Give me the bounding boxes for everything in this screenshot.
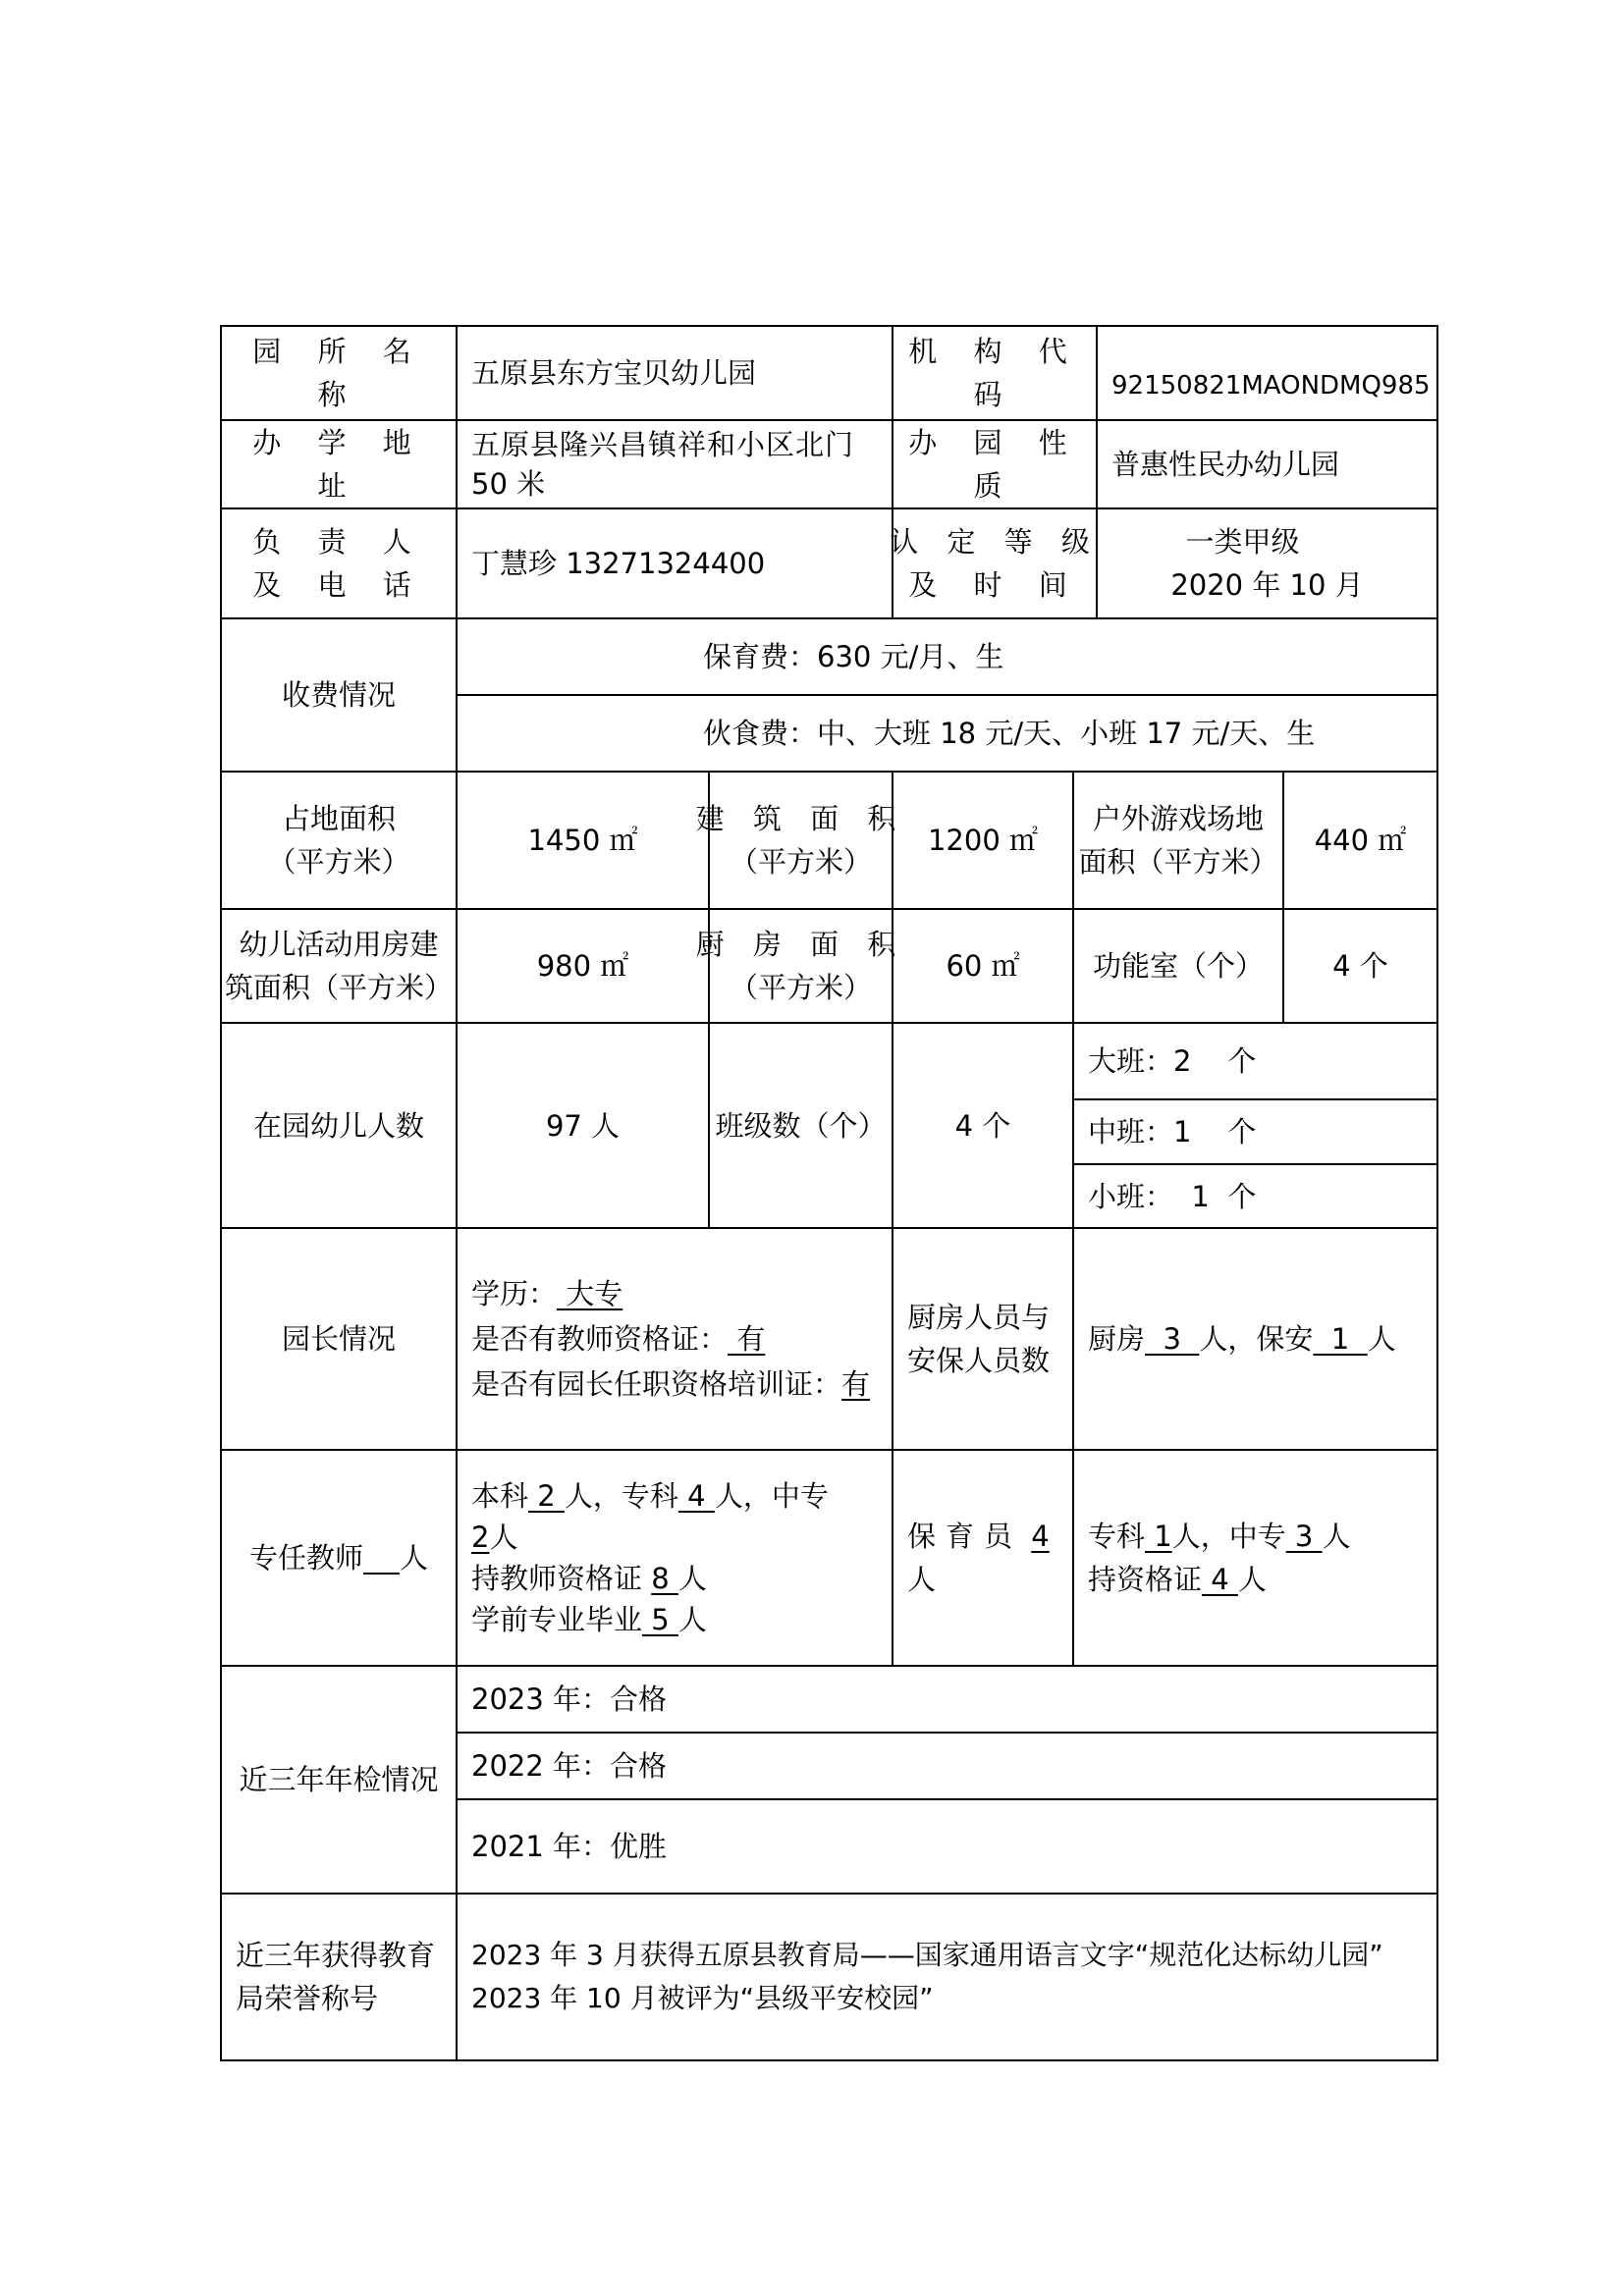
principal-cert-value: 有 <box>728 1322 766 1356</box>
value-address-line2: 50 米 <box>471 467 546 501</box>
staff-mid: 人，保安 <box>1199 1322 1314 1356</box>
label-code-cell <box>892 325 1098 421</box>
value-func-rooms: 4 个 <box>1332 949 1388 983</box>
label-kitchen-line1: 厨 房 面 积 <box>695 928 906 961</box>
label-name-cell <box>220 325 458 421</box>
value-head-cell <box>456 507 893 619</box>
value-staff-cell <box>1072 1227 1438 1451</box>
label-staff-line2: 安保人员数 <box>907 1344 1051 1377</box>
t-l3-c: 人 <box>677 1562 707 1595</box>
teachers-count <box>363 1541 400 1575</box>
principal-train-label: 是否有园长任职资格培训证： <box>471 1367 842 1401</box>
n-l1-e: 人 <box>1322 1520 1351 1553</box>
value-outdoor-cell <box>1282 771 1438 910</box>
label-fees: 收费情况 <box>281 678 396 712</box>
staff-kitchen-label: 厨房 <box>1088 1322 1146 1356</box>
value-fee-care-cell <box>456 617 1438 696</box>
honor-1: 2023 年 3 月获得五原县教育局——国家通用语言文字“规范化达标幼儿园” <box>471 1939 1383 1971</box>
label-nature-cell <box>892 419 1098 509</box>
value-nurse-cell <box>1072 1449 1438 1667</box>
value-teachers-cell <box>456 1449 893 1667</box>
t-l1-c: 人，专科 <box>564 1479 678 1513</box>
principal-train-value: 有 <box>841 1367 871 1401</box>
value-level-cell <box>1096 507 1438 619</box>
value-level-line1: 一类甲级 <box>1185 525 1300 559</box>
staff-guard-value: 1 <box>1313 1322 1368 1356</box>
label-build-line2: （平方米） <box>729 845 872 879</box>
label-honors-line2: 局荣誉称号 <box>236 1982 379 2015</box>
value-kitchen-cell <box>892 908 1074 1024</box>
n-l2-b: 4 <box>1202 1563 1238 1596</box>
value-honors-cell <box>456 1893 1438 2061</box>
label-inspection-cell <box>220 1665 458 1895</box>
class-mid-cell <box>1072 1098 1438 1165</box>
label-land-line2: （平方米） <box>267 845 410 879</box>
value-land-cell <box>456 771 710 910</box>
label-build-line1: 建 筑 面 积 <box>695 802 906 835</box>
n-l2-a: 持资格证 <box>1088 1563 1203 1596</box>
label-children-cell <box>220 1022 458 1229</box>
value-nature: 普惠性民办幼儿园 <box>1111 448 1340 481</box>
label-outdoor-line2: 面积（平方米） <box>1078 845 1278 879</box>
label-outdoor-line1: 户外游戏场地 <box>1092 802 1264 835</box>
value-children-cell <box>456 1022 710 1229</box>
staff-end: 人 <box>1367 1322 1396 1356</box>
label-children: 在园幼儿人数 <box>252 1108 424 1143</box>
n-l2-c: 人 <box>1237 1563 1267 1596</box>
label-level-line2: 及 时 间 <box>908 568 1081 602</box>
value-fee-care: 保育费：630 元/月、生 <box>703 640 1004 673</box>
label-honors-line1: 近三年获得教育 <box>236 1939 436 1972</box>
label-activity-line2: 筑面积（平方米） <box>224 971 453 1004</box>
inspection-2023-cell <box>456 1665 1438 1734</box>
label-land-cell <box>220 771 458 910</box>
value-outdoor: 440 ㎡ <box>1314 824 1407 857</box>
class-small: 小班： 1 个 <box>1088 1179 1257 1213</box>
value-principal-cell <box>456 1227 893 1451</box>
label-kitchen-cell <box>695 908 906 1024</box>
label-head-line1: 负 责 人 <box>252 525 425 559</box>
value-build: 1200 ㎡ <box>927 824 1039 857</box>
nurse-count: 4 <box>1031 1520 1050 1553</box>
label-build-cell <box>695 771 906 910</box>
t-l2-a: 2 <box>471 1521 490 1554</box>
n-l1-a: 专科 <box>1088 1520 1146 1553</box>
label-nurse: 保育员 <box>907 1520 1023 1553</box>
label-classes-cell <box>708 1022 893 1229</box>
label-land-line1: 占地面积 <box>281 802 396 835</box>
value-func-rooms-cell <box>1282 908 1438 1024</box>
value-fee-food: 伙食费：中、大班 18 元/天、小班 17 元/天、生 <box>703 717 1316 750</box>
t-l4-a: 学前专业毕业 <box>471 1603 643 1636</box>
value-address-cell <box>456 419 893 509</box>
value-head: 丁慧珍 13271324400 <box>471 547 766 580</box>
inspection-2021-cell <box>456 1798 1438 1895</box>
label-inspection: 近三年年检情况 <box>239 1763 439 1796</box>
label-classes: 班级数（个） <box>715 1108 887 1143</box>
label-func-rooms-cell <box>1072 908 1284 1024</box>
value-name-cell <box>456 325 893 421</box>
value-level-line2: 2020 年 10 月 <box>1170 568 1364 602</box>
label-staff-line1: 厨房人员与 <box>907 1301 1051 1334</box>
label-head-line2: 及 电 话 <box>252 568 425 602</box>
staff-kitchen-value: 3 <box>1145 1322 1200 1356</box>
t-l4-b: 5 <box>642 1603 678 1636</box>
label-teachers-unit: 人 <box>399 1541 428 1575</box>
value-land: 1450 ㎡ <box>527 824 638 857</box>
t-l1-d: 4 <box>677 1479 715 1513</box>
principal-cert-label: 是否有教师资格证： <box>471 1322 729 1356</box>
inspection-2022-cell <box>456 1732 1438 1800</box>
n-l1-d: 3 <box>1285 1520 1323 1553</box>
value-kitchen: 60 ㎡ <box>946 949 1020 983</box>
value-code-cell <box>1096 325 1438 421</box>
label-staff-cell <box>892 1227 1074 1451</box>
label-teachers: 专任教师 <box>249 1541 364 1575</box>
class-big-cell <box>1072 1022 1438 1100</box>
label-level-line1: 认 定 等 级 <box>890 525 1100 559</box>
label-name: 园 所 名 称 <box>252 335 425 411</box>
label-nurse-unit: 人 <box>907 1563 937 1596</box>
label-activity-cell <box>220 908 458 1024</box>
principal-edu-label: 学历： <box>471 1277 558 1310</box>
class-small-cell <box>1072 1163 1438 1229</box>
label-nurse-cell <box>892 1449 1074 1667</box>
label-teachers-cell <box>220 1449 458 1667</box>
label-code: 机 构 代 码 <box>908 335 1081 411</box>
inspection-2021: 2021 年：优胜 <box>471 1830 668 1863</box>
label-outdoor-cell <box>1072 771 1284 910</box>
label-fees-cell <box>220 617 458 773</box>
t-l1-b: 2 <box>528 1479 565 1513</box>
t-l1-e: 人，中专 <box>714 1479 829 1513</box>
t-l4-c: 人 <box>677 1603 707 1636</box>
label-honors-cell <box>220 1893 458 2061</box>
value-name: 五原县东方宝贝幼儿园 <box>471 356 757 390</box>
t-l3-b: 8 <box>651 1562 678 1595</box>
value-activity: 980 ㎡ <box>536 949 629 983</box>
label-nature: 办 园 性 质 <box>908 426 1081 503</box>
label-activity-line1: 幼儿活动用房建 <box>239 928 439 961</box>
n-l1-c: 人，中专 <box>1171 1520 1286 1553</box>
label-principal: 园长情况 <box>281 1322 396 1356</box>
inspection-2023: 2023 年：合格 <box>471 1682 668 1716</box>
label-address: 办 学 地 址 <box>252 426 425 503</box>
label-head-cell <box>220 507 458 619</box>
value-build-cell <box>892 771 1074 910</box>
value-children: 97 人 <box>545 1108 621 1143</box>
t-l2-b: 人 <box>489 1521 518 1554</box>
value-classes-cell <box>892 1022 1074 1229</box>
n-l1-b: 1 <box>1145 1520 1172 1553</box>
class-big: 大班：2 个 <box>1088 1044 1257 1078</box>
inspection-2022: 2022 年：合格 <box>471 1749 668 1783</box>
label-level-cell <box>892 507 1098 619</box>
honor-2: 2023 年 10 月被评为“县级平安校园” <box>471 1982 934 2014</box>
value-code: 92150821MAONDMQ985 <box>1111 371 1431 400</box>
label-address-cell <box>220 419 458 509</box>
label-kitchen-line2: （平方米） <box>729 971 872 1004</box>
label-principal-cell <box>220 1227 458 1451</box>
value-fee-food-cell <box>456 694 1438 773</box>
value-address-line1: 五原县隆兴昌镇祥和小区北门 <box>471 428 855 461</box>
value-activity-cell <box>456 908 710 1024</box>
t-l1-a: 本科 <box>471 1479 529 1513</box>
principal-edu-value: 大专 <box>557 1277 623 1310</box>
class-mid: 中班：1 个 <box>1088 1115 1257 1148</box>
label-func-rooms: 功能室（个） <box>1092 949 1264 983</box>
value-classes: 4 个 <box>954 1108 1011 1143</box>
t-l3-a: 持教师资格证 <box>471 1562 652 1595</box>
value-nature-cell <box>1096 419 1438 509</box>
